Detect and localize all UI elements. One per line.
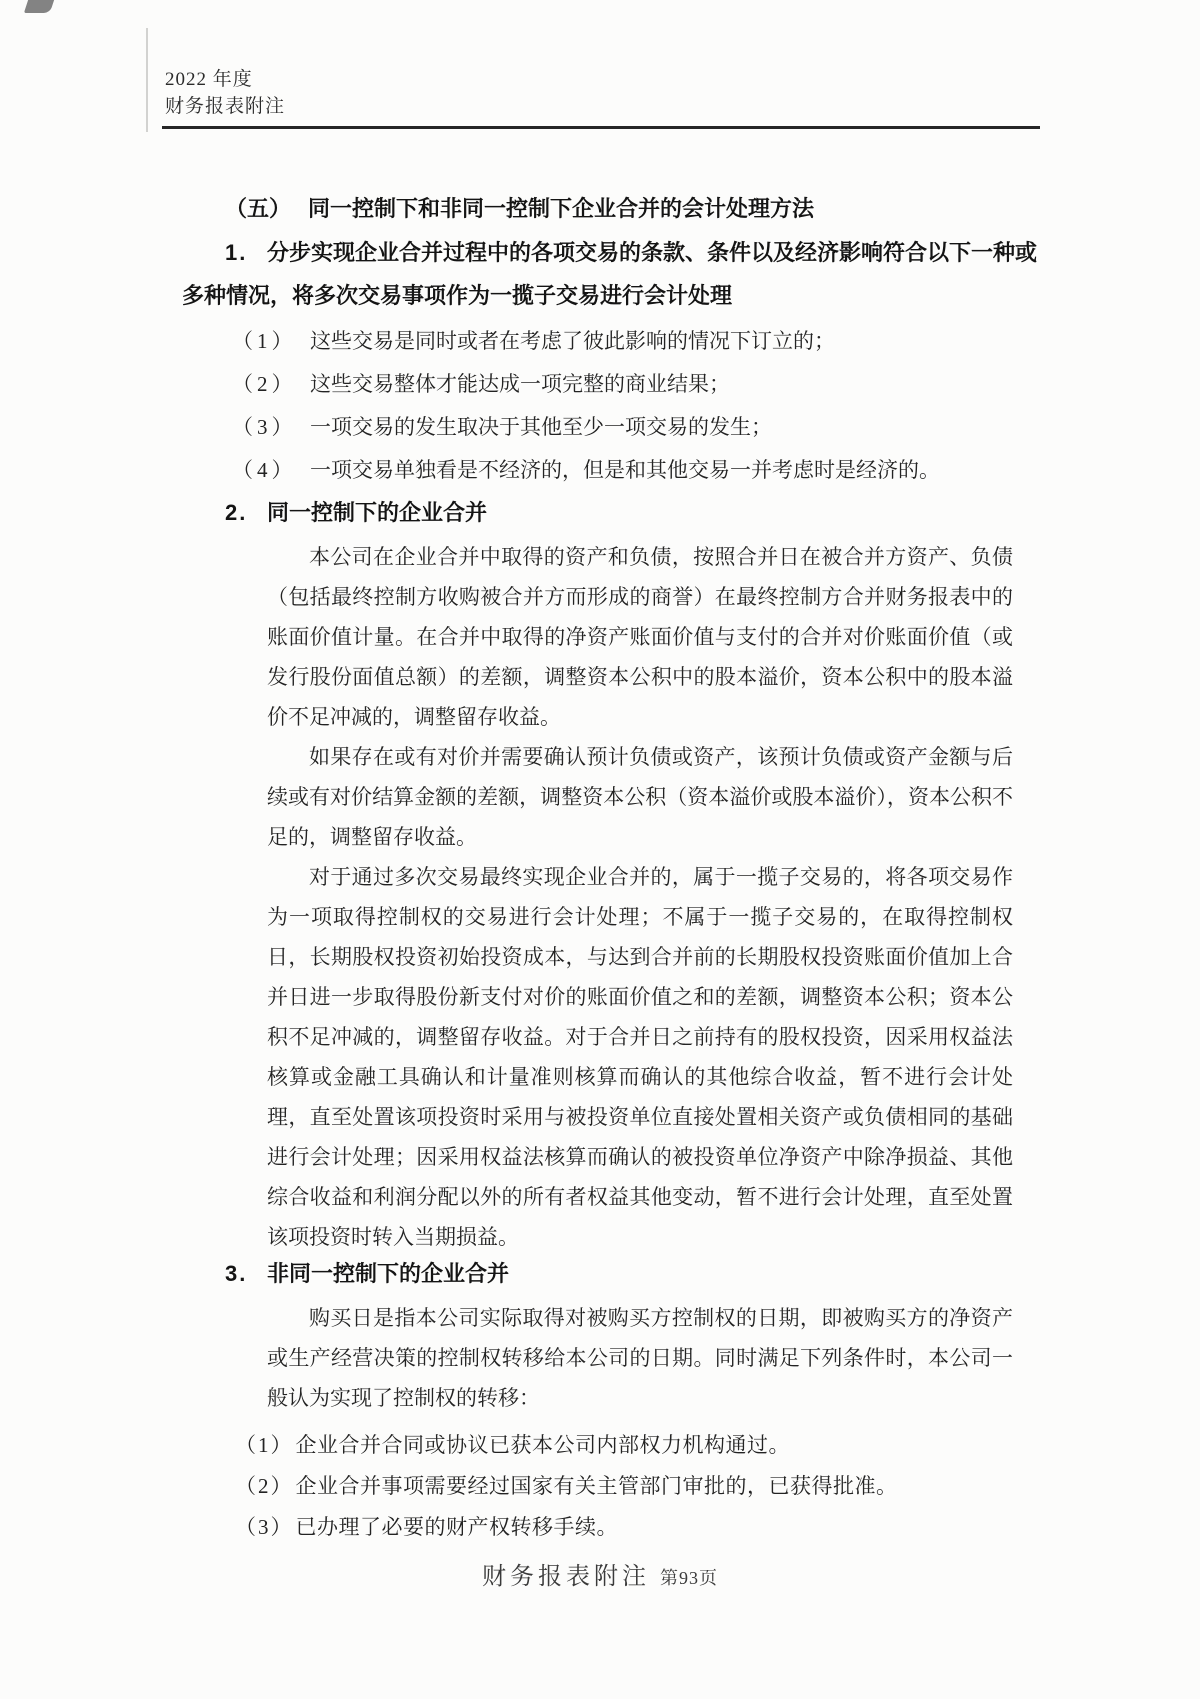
criterion-text: 企业合并合同或协议已获本公司内部权力机构通过。 bbox=[295, 1433, 790, 1457]
item1-heading-line2: 多种情况，将多次交易事项作为一揽子交易进行会计处理 bbox=[182, 283, 733, 308]
criterion-item bbox=[235, 1430, 1013, 1460]
item3-paragraph-block bbox=[267, 1298, 1013, 1418]
condition-marker: （1） bbox=[232, 329, 297, 353]
condition-text: 这些交易是同时或者在考虑了彼此影响的情况下订立的； bbox=[310, 329, 835, 353]
section-heading bbox=[182, 194, 1013, 224]
header-rule bbox=[162, 126, 1040, 129]
paragraph: 对于通过多次交易最终实现企业合并的，属于一揽子交易的，将各项交易作为一项取得控制权的交易进行会计处理；不属于一揽子交易的，在取得控制权日，长期股权投资初始投资成本，与达到合并前的长期股权投资账面价值加上合并日进一步取得股份新支付对价的账面价值之和的差额，调整资本公积；资本公积不足冲减的，调整留存收益。对于合并日之前持有的股权投资，因采用权益法核算或金融工具确认和计量准则核算而确认的其他综合收益，暂不进行会计处理，直至处置该项投资时采用与被投资单位直接处置相关资产或负债相同的基础进行会计处理；因采用权益法核算而确认的被投资单位净资产中除净损益、其他综合收益和利润分配以外的所有者权益其他变动，暂不进行会计处理，直至处置该项投资时转入当期损益。 bbox=[267, 865, 1013, 1249]
footer-label: 财务报表附注 bbox=[482, 1564, 650, 1590]
scan-artifact-fold-line bbox=[146, 28, 148, 132]
document-body bbox=[182, 194, 1038, 1553]
item2-title: 同一控制下的企业合并 bbox=[267, 500, 488, 525]
section-heading-marker: （五） bbox=[225, 196, 292, 221]
page-header bbox=[165, 66, 285, 120]
condition-item bbox=[182, 369, 1013, 399]
condition-text: 这些交易整体才能达成一项完整的商业结果； bbox=[310, 372, 730, 396]
condition-marker: （2） bbox=[232, 372, 297, 396]
condition-marker: （4） bbox=[232, 458, 297, 482]
item3-title: 非同一控制下的企业合并 bbox=[267, 1261, 510, 1286]
condition-item bbox=[182, 455, 1013, 485]
criterion-marker: （3） bbox=[235, 1515, 294, 1539]
item1-marker: 1. bbox=[225, 240, 248, 265]
item3-heading bbox=[182, 1259, 1013, 1289]
condition-item bbox=[182, 412, 1013, 442]
paragraph: 本公司在企业合并中取得的资产和负债，按照合并日在被合并方资产、负债（包括最终控制方收购被合并方而形成的商誉）在最终控制方合并财务报表中的账面价值计量。在合并中取得的净资产账面价值与支付的合并对价账面价值（或发行股份面值总额）的差额，调整资本公积中的股本溢价，资本公积中的股本溢价不足冲减的，调整留存收益。 bbox=[267, 545, 1013, 729]
criterion-item bbox=[235, 1471, 1013, 1501]
paragraph: 如果存在或有对价并需要确认预计负债或资产，该预计负债或资产金额与后续或有对价结算金额的差额，调整资本公积（资本溢价或股本溢价），资本公积不足的，调整留存收益。 bbox=[267, 745, 1013, 849]
criterion-marker: （1） bbox=[235, 1433, 294, 1457]
criterion-text: 已办理了必要的财产权转移手续。 bbox=[295, 1515, 618, 1539]
condition-text: 一项交易的发生取决于其他至少一项交易的发生； bbox=[310, 415, 772, 439]
item1-text-line1: 分步实现企业合并过程中的各项交易的条款、条件以及经济影响符合以下一种或 bbox=[267, 240, 1038, 265]
item1-heading-line1 bbox=[182, 238, 1038, 268]
page-footer bbox=[0, 1556, 1200, 1591]
footer-page-number: 第93页 bbox=[660, 1568, 718, 1588]
header-doc-title: 财务报表附注 bbox=[165, 96, 286, 117]
section-heading-title: 同一控制下和非同一控制下企业合并的会计处理方法 bbox=[308, 196, 815, 221]
criterion-marker: （2） bbox=[235, 1474, 294, 1498]
item2-marker: 2. bbox=[225, 500, 248, 525]
item3-marker: 3. bbox=[225, 1261, 248, 1286]
item2-heading bbox=[182, 498, 1013, 528]
header-year: 2022 年度 bbox=[165, 69, 253, 90]
paragraph: 购买日是指本公司实际取得对被购买方控制权的日期，即被购买方的净资产或生产经营决策的控制权转移给本公司的日期。同时满足下列条件时，本公司一般认为实现了控制权的转移： bbox=[267, 1306, 1013, 1410]
item2-paragraphs bbox=[267, 537, 1013, 1257]
condition-text: 一项交易单独看是不经济的，但是和其他交易一并考虑时是经济的。 bbox=[310, 458, 940, 482]
condition-item bbox=[182, 326, 1013, 356]
scan-artifact-corner bbox=[24, 0, 54, 13]
criterion-text: 企业合并事项需要经过国家有关主管部门审批的，已获得批准。 bbox=[295, 1474, 898, 1498]
criterion-item bbox=[235, 1512, 1013, 1542]
condition-marker: （3） bbox=[232, 415, 297, 439]
